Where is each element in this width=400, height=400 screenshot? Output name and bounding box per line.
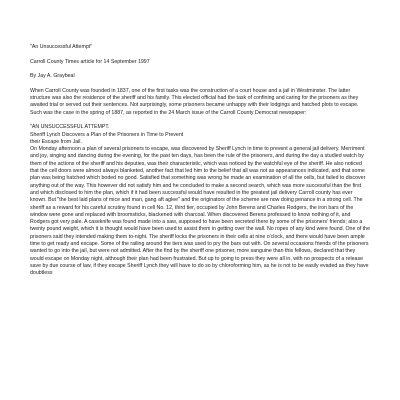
article-heading: "AN UNSUCCESSFUL ATTEMPT. [30, 124, 110, 131]
document-byline: By Jay A. Graybeal [30, 73, 75, 80]
article-subheading-continued: their Escape from Jail. [30, 138, 82, 145]
article-subheading: Sheriff Lynch Discovers a Plan of the Prisoners in Time to Prevent [30, 131, 184, 138]
intro-paragraph: When Carroll County was founded in 1837, one of the first tasks was the construction of a court house and a jail in Westminster. The latter structure was also the residence of the sheriff and his family. This elected official had the task of confining and caring for the prisoners as they awaited trial or served out their sentences. Not surprisingly, some prisoners became unhappy with their lodgings and hatched plots to escape. Such was the case in the spring of 1887, as reported in the 24 March issue of the Carroll County Democrat newspaper: [30, 87, 359, 116]
article-document [30, 44, 370, 400]
document-subtitle: Carroll County Times article for 14 September 1997 [30, 58, 150, 65]
article-body: On Monday afternoon a plan of several prisoners to escape, was discovered by Sheriff Lynch in time to prevent a general jail delivery. Merriment and joy, singing and dancing during the evening, for the past ten days, has been the rule of the prisoners, and during the day a studied watch by them of the actions of the sheriff and his deputies, was their characteristic, which was noticed by the watchful eye of the sheriff. He also noticed that the cell doors were almost always blanketed, another fact that led him to the belief that all was not as appearances indicated, and that some plan was being hatched which boded no good. Satisfied that something was wrong he made an examination of all the cells, but failed to discover anything out of the way. This however did not satisfy him and he concluded to make a second search, which was more successful than the first and which disclosed to him the plan, which if it had been successful would have resulted in the greatest jail delivery Carroll county has ever known. But "the best laid plans of mice and man, gang aft aglee" and the originators of the scheme are now doing penance in a strong cell. The sheriff as a reward for his careful scrutiny found in cell No. 12, third tier, occupied by John Berens and Charles Rodgers, the iron bars of the window were gone and replaced with broomsticks, blackened with charcoal. When discovered Berens professed to know nothing of it, and Rodgers got very pale. A caseknife was found made into a saw, supposed to have been secreted there by some of the prisoners' friends; also a twenty pound weight, which it is thought would have been used to assist them in getting over the wall. No ropes of any kind were found. One of the prisoners said they intended making them to-night. The sheriff locks the prisoners in their cells at nine o'clock, and there would have been ample time to get ready and escape. Some of the railing around the tiers was used to pry the bars out with. On several occasions friends of the prisoners wanted to go into the jail, but were not admitted. After the find by the sheriff one prisoner, more sanguine than this fellows, declared that they would escape on Monday night, although their plan had been frustrated. But up to going to press they were all in, with no prospects of a release save by due course of law, if they escape Sheriff Lynch they will have to do so by chloroforming him, as he is not to be easily evaded as they have doubtless [30, 146, 370, 277]
document-title: "An Unsuccessful Attempt" [30, 44, 93, 50]
